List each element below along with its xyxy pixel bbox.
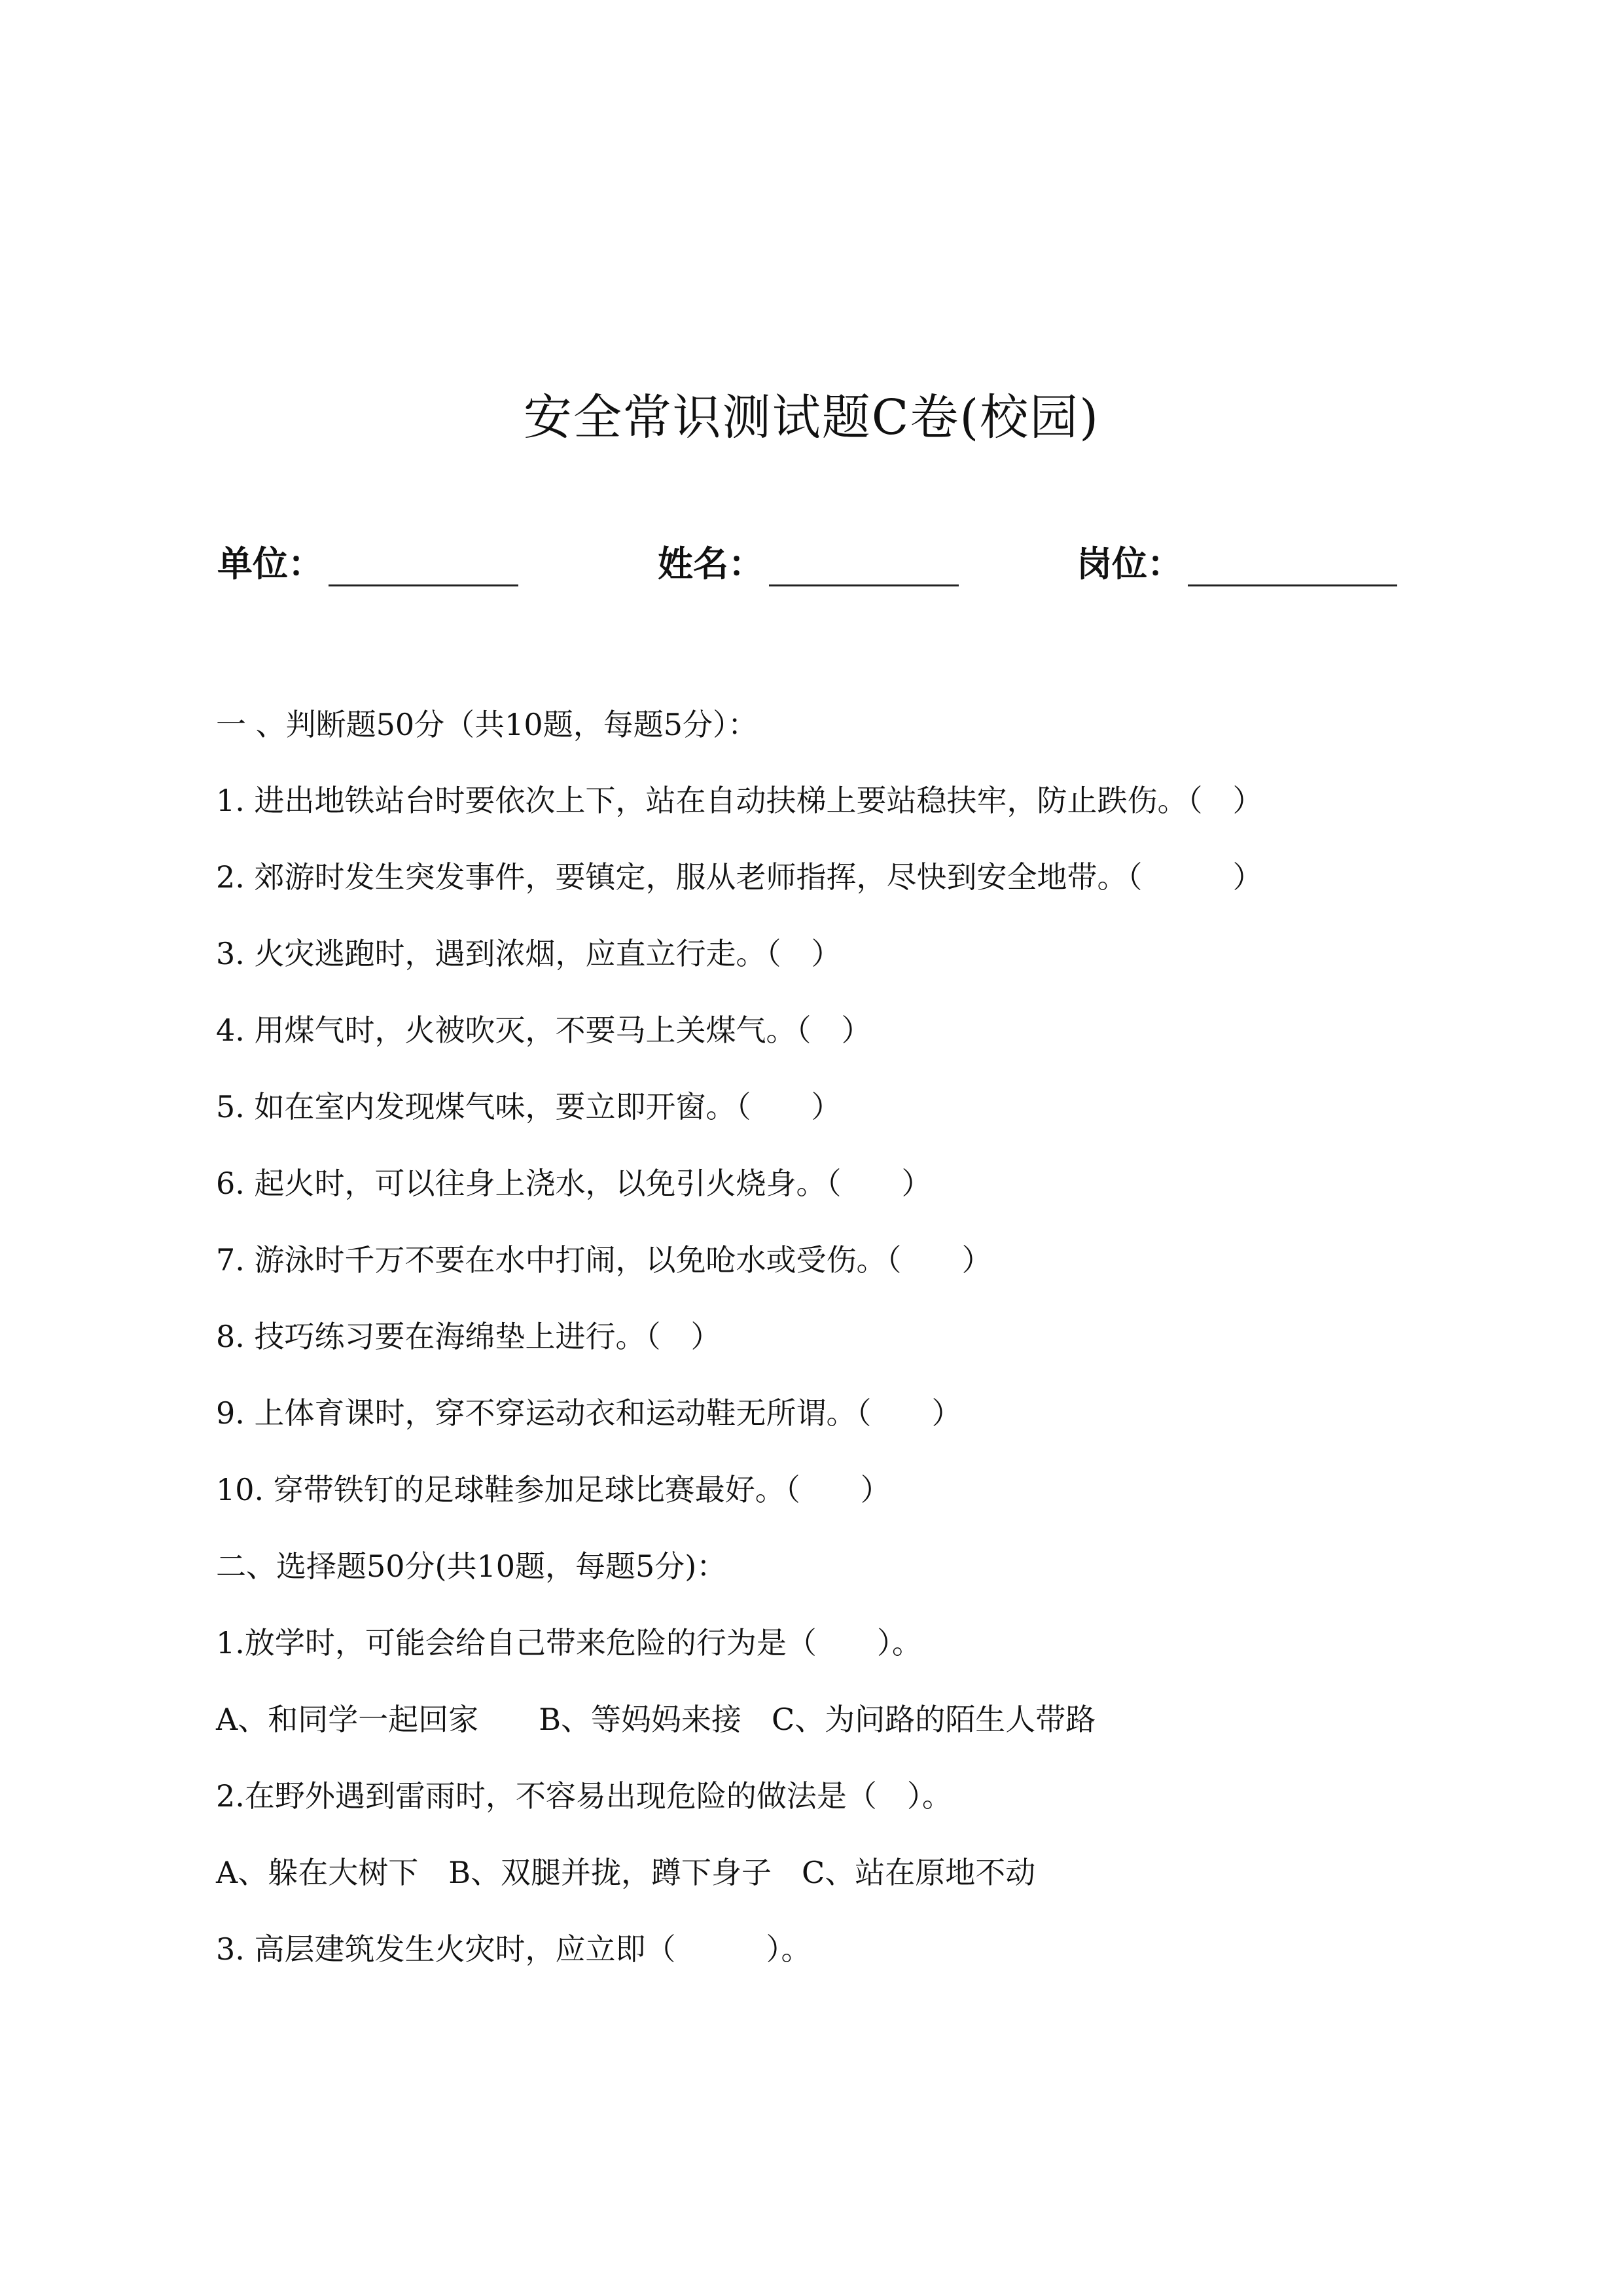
name-label: 姓名： <box>658 543 764 584</box>
question-item: 10. 穿带铁钉的足球鞋参加足球比赛最好。（ ） <box>216 1472 891 1507</box>
unit-blank <box>329 541 518 586</box>
post-field <box>1077 528 1397 586</box>
question-item: 8. 技巧练习要在海绵垫上进行。（ ） <box>216 1319 721 1354</box>
name-field <box>658 528 959 586</box>
section1-heading: 一 、判断题50分（共10题，每题5分）： <box>216 707 758 742</box>
question-item: 2.在野外遇到雷雨时，不容易出现危险的做法是（ ）。 <box>216 1778 952 1814</box>
question-item: 2. 郊游时发生突发事件，要镇定，服从老师指挥，尽快到安全地带。（ ） <box>216 859 1263 895</box>
post-blank <box>1188 541 1397 586</box>
options-line: A、躲在大树下 B、双腿并拢，蹲下身子 C、站在原地不动 <box>216 1855 1036 1890</box>
post-label: 岗位： <box>1077 543 1183 584</box>
question-item: 4. 用煤气时，火被吹灭，不要马上关煤气。（ ） <box>216 1013 872 1048</box>
question-item: 6. 起火时，可以往身上浇水，以免引火烧身。（ ） <box>216 1166 932 1201</box>
question-item: 9. 上体育课时，穿不穿运动衣和运动鞋无所谓。（ ） <box>216 1395 962 1431</box>
question-item: 7. 游泳时千万不要在水中打闹，以免呛水或受伤。（ ） <box>216 1242 992 1278</box>
question-item: 3. 火灾逃跑时，遇到浓烟，应直立行走。（ ） <box>216 936 842 971</box>
info-row <box>0 528 1623 593</box>
name-blank <box>769 541 959 586</box>
section2-heading: 二、选择题50分(共10题，每题5分)： <box>216 1549 727 1584</box>
page-title: 安全常识测试题C卷(校园) <box>523 389 1100 446</box>
question-item: 3. 高层建筑发生火灾时，应立即（ ）。 <box>216 1931 812 1967</box>
question-item: 5. 如在室内发现煤气味，要立即开窗。（ ） <box>216 1089 842 1124</box>
question-item: 1.放学时，可能会给自己带来危险的行为是（ ）。 <box>216 1625 922 1660</box>
unit-label: 单位： <box>217 543 323 584</box>
question-item: 1. 进出地铁站台时要依次上下，站在自动扶梯上要站稳扶牢，防止跌伤。（ ） <box>216 783 1263 818</box>
unit-field <box>217 528 518 586</box>
options-line: A、和同学一起回家 B、等妈妈来接 C、为问路的陌生人带路 <box>216 1702 1096 1737</box>
